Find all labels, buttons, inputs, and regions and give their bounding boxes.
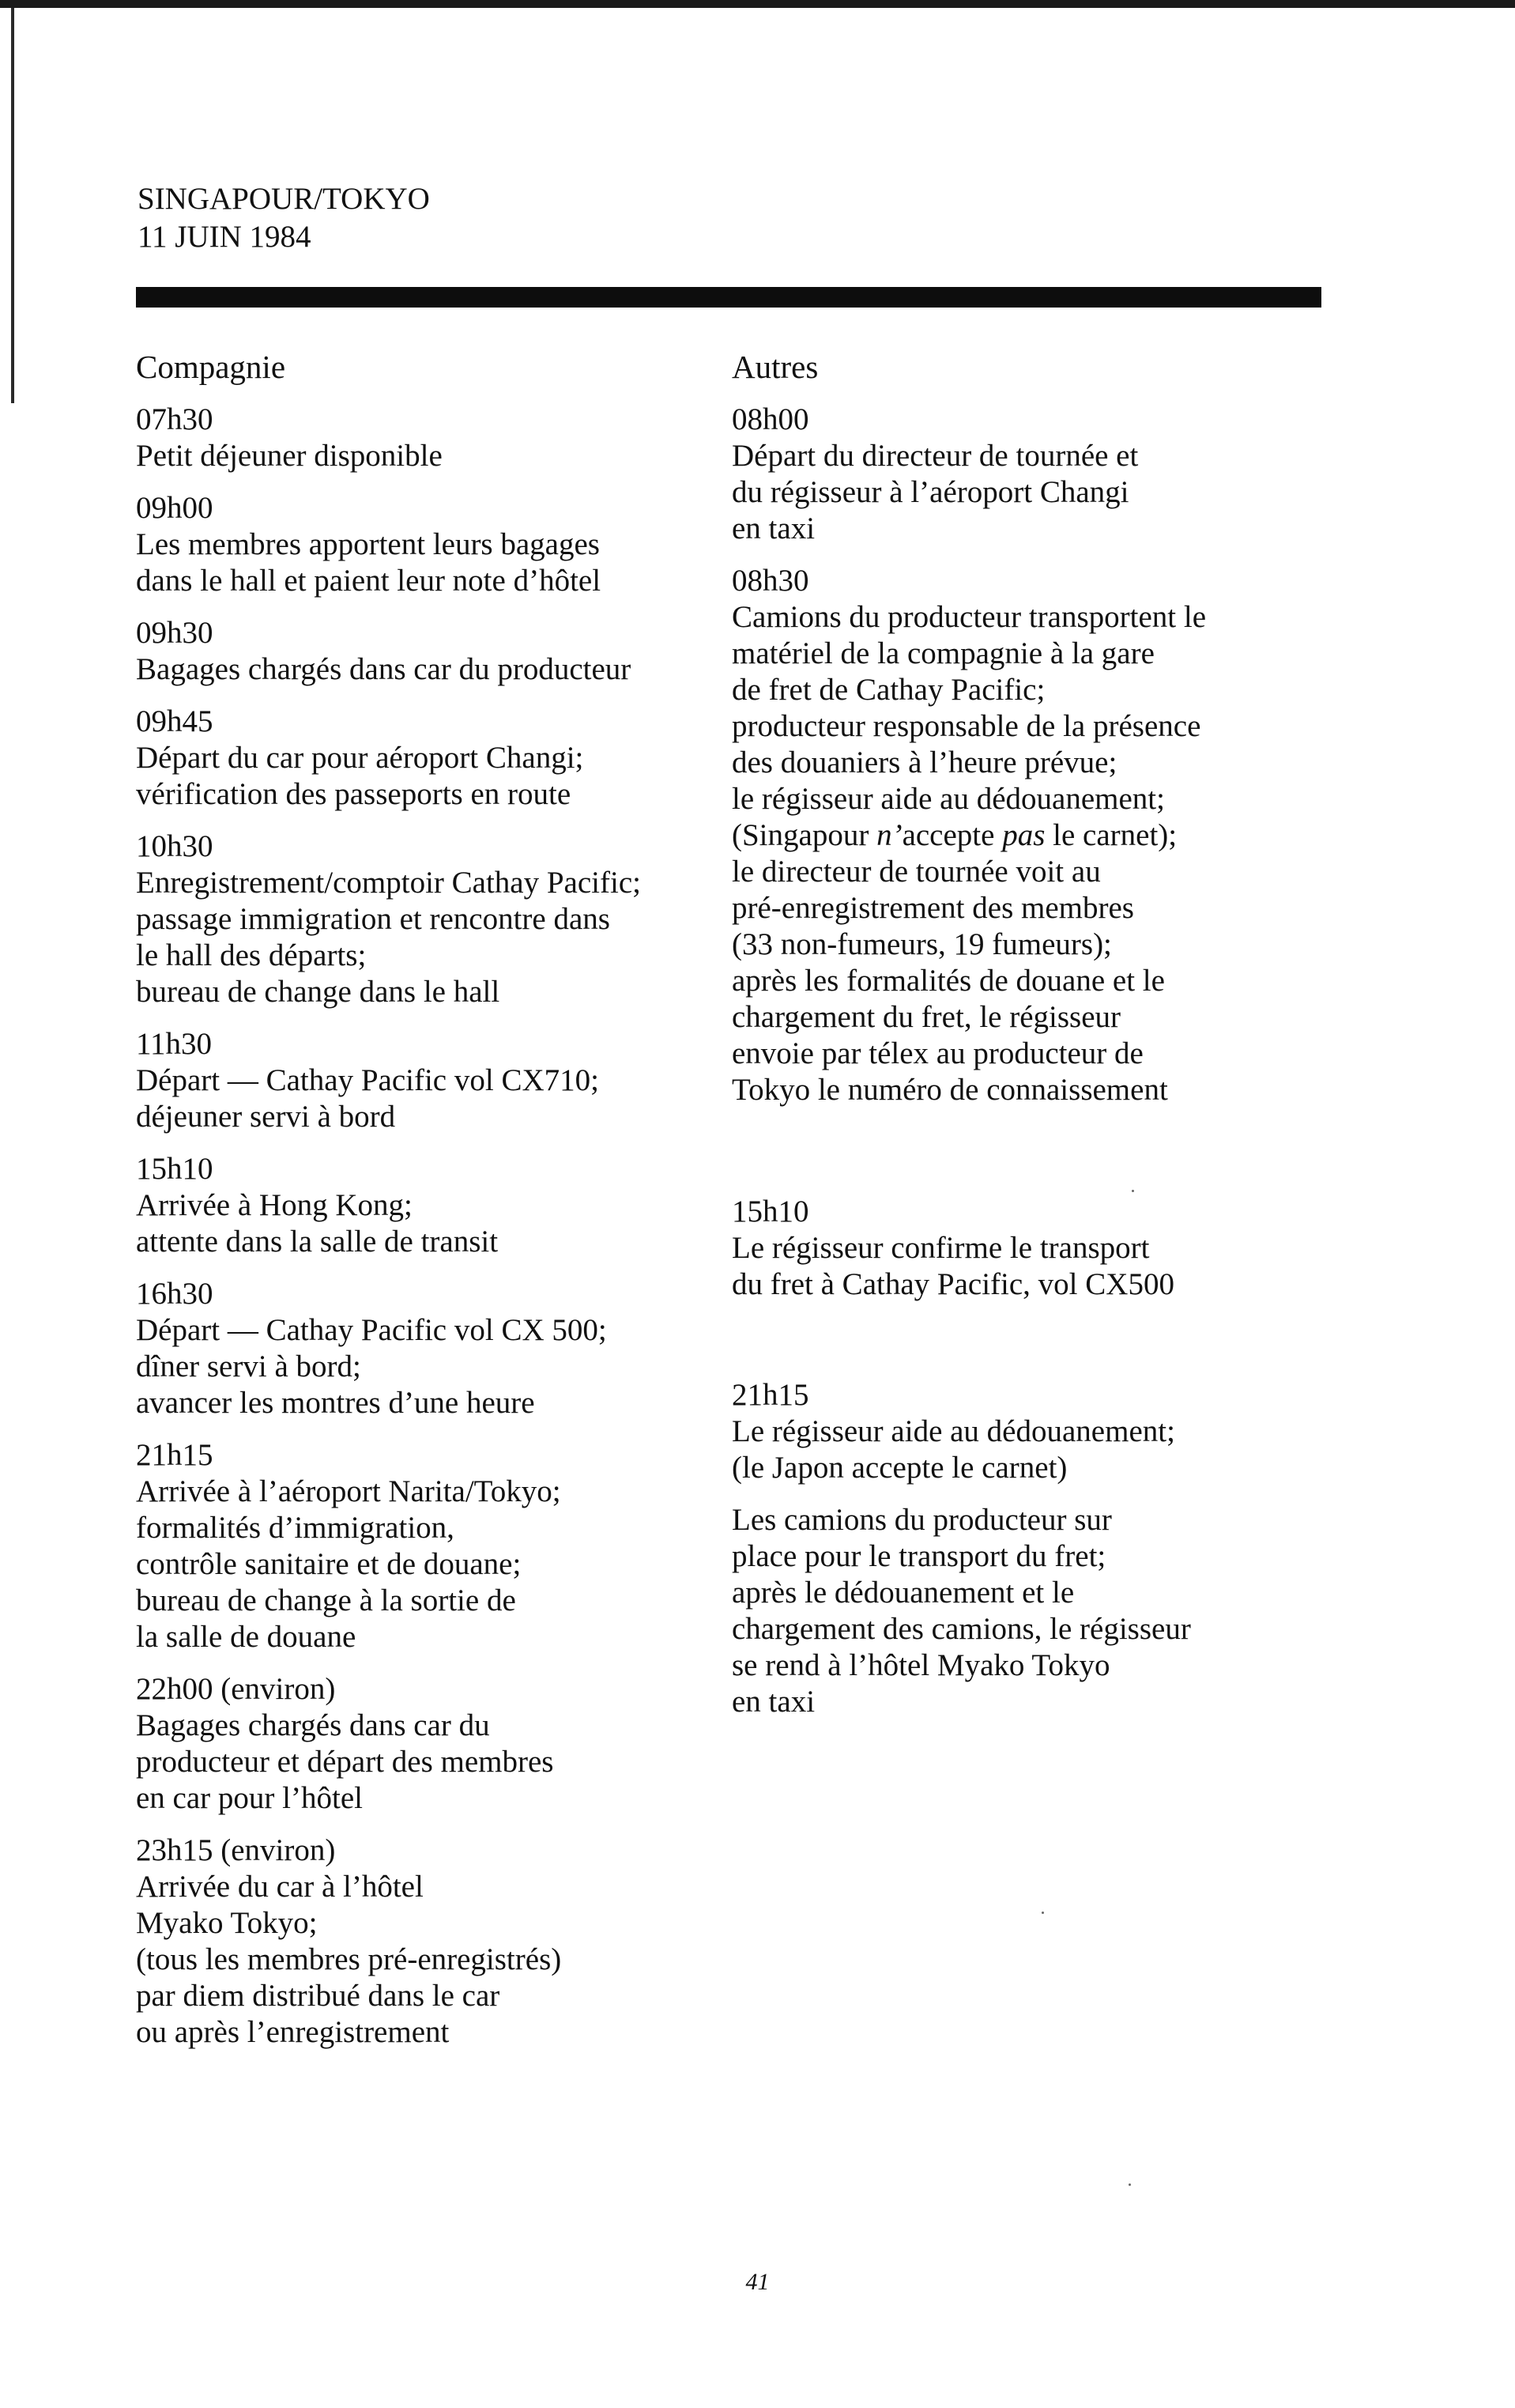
entry-line: Arrivée à l’aéroport Narita/Tokyo; xyxy=(136,1474,561,1508)
entry-time: 21h15 xyxy=(732,1378,809,1412)
schedule-entry xyxy=(136,615,721,688)
schedule-entry xyxy=(732,1194,1364,1303)
entry-time: 22h00 (environ) xyxy=(136,1672,336,1706)
carnet-line xyxy=(732,817,1364,854)
entry-line: Départ du directeur de tournée et xyxy=(732,439,1139,473)
header-rule xyxy=(136,287,1321,308)
entry-line: en taxi xyxy=(732,511,816,545)
entry-time: 16h30 xyxy=(136,1277,213,1311)
carnet-close: le carnet); xyxy=(1045,818,1178,852)
date-line: 11 JUIN 1984 xyxy=(138,220,311,254)
entry-line: Le régisseur aide au dédouanement; xyxy=(732,1414,1175,1448)
schedule-entry xyxy=(136,1151,721,1260)
entry-line: Myako Tokyo; xyxy=(136,1906,318,1940)
entry-line: déjeuner servi à bord xyxy=(136,1100,396,1134)
entry-line: Enregistrement/comptoir Cathay Pacific; xyxy=(136,866,641,900)
entry-line: Départ — Cathay Pacific vol CX710; xyxy=(136,1063,599,1097)
schedule-entry xyxy=(732,1377,1364,1720)
entry-line: envoie par télex au producteur de xyxy=(732,1036,1144,1070)
schedule-entry xyxy=(732,563,1364,1108)
entry-line: Arrivée du car à l’hôtel xyxy=(136,1870,424,1904)
entry-line: formalités d’immigration, xyxy=(136,1511,454,1545)
page-header xyxy=(138,180,430,256)
entry-line: le directeur de tournée voit au xyxy=(732,855,1101,889)
schedule-entry xyxy=(136,1276,721,1421)
entry-line: contrôle sanitaire et de douane; xyxy=(136,1547,522,1581)
entry-line: Les membres apportent leurs bagages xyxy=(136,527,600,561)
entry-time: 09h30 xyxy=(136,616,213,650)
entry-line: vérification des passeports en route xyxy=(136,777,571,811)
entry-line: bureau de change à la sortie de xyxy=(136,1583,516,1617)
schedule-entry xyxy=(136,1832,721,2051)
entry-time: 15h10 xyxy=(136,1152,213,1186)
scan-speck xyxy=(1129,2183,1131,2186)
column-title-compagnie: Compagnie xyxy=(136,349,286,385)
entry-line: Départ — Cathay Pacific vol CX 500; xyxy=(136,1313,607,1347)
page-number: 41 xyxy=(745,2269,770,2295)
left-column xyxy=(136,348,721,2066)
entry-line: par diem distribué dans le car xyxy=(136,1979,500,2013)
entry-line: du fret à Cathay Pacific, vol CX500 xyxy=(732,1267,1174,1301)
scan-speck xyxy=(1042,1912,1044,1914)
entry-line: le régisseur aide au dédouanement; xyxy=(732,782,1165,816)
entry-time: 21h15 xyxy=(136,1438,213,1472)
entry-line: en car pour l’hôtel xyxy=(136,1781,363,1815)
route-title: SINGAPOUR/TOKYO xyxy=(138,182,430,216)
carnet-neg-ne: n’ xyxy=(876,818,903,852)
entry-line: de fret de Cathay Pacific; xyxy=(732,673,1046,707)
entry-time: 09h45 xyxy=(136,704,213,738)
scan-border-top xyxy=(0,0,1515,8)
entry-line: Petit déjeuner disponible xyxy=(136,439,443,473)
left-entries xyxy=(136,402,721,2051)
entry-line: dans le hall et paient leur note d’hôtel xyxy=(136,564,601,598)
entry-line: après les formalités de douane et le xyxy=(732,964,1165,998)
entry-line: (tous les membres pré-enregistrés) xyxy=(136,1942,562,1976)
schedule-entry xyxy=(136,704,721,813)
carnet-neg-pas: pas xyxy=(1002,818,1046,852)
entry-time: 11h30 xyxy=(136,1027,213,1061)
entry-line: passage immigration et rencontre dans xyxy=(136,902,610,936)
entry-line: Les camions du producteur sur xyxy=(732,1503,1112,1537)
entry-line: bureau de change dans le hall xyxy=(136,975,500,1009)
entry-line: attente dans la salle de transit xyxy=(136,1225,499,1259)
entry-time: 10h30 xyxy=(136,829,213,863)
entry-paragraph xyxy=(732,1502,1364,1720)
entry-line: après le dédouanement et le xyxy=(732,1576,1075,1610)
entry-line: chargement des camions, le régisseur xyxy=(732,1612,1191,1646)
column-title-autres: Autres xyxy=(732,349,819,385)
entry-time: 08h30 xyxy=(732,564,809,598)
entry-line: pré-enregistrement des membres xyxy=(732,891,1134,925)
entry-line: en taxi xyxy=(732,1685,816,1719)
entry-line: avancer les montres d’une heure xyxy=(136,1386,535,1420)
schedule-entry xyxy=(136,828,721,1010)
entry-line: producteur responsable de la présence xyxy=(732,709,1201,743)
scan-border-left xyxy=(11,8,14,403)
schedule-entry xyxy=(136,1437,721,1655)
entry-line: le hall des départs; xyxy=(136,938,367,972)
entry-line: ou après l’enregistrement xyxy=(136,2015,450,2049)
entry-time: 23h15 (environ) xyxy=(136,1833,336,1867)
entry-line: Le régisseur confirme le transport xyxy=(732,1231,1150,1265)
carnet-verb: accepte xyxy=(902,818,1003,852)
entry-line: (le Japon accepte le carnet) xyxy=(732,1451,1068,1485)
right-column xyxy=(732,348,1364,1736)
entry-line: Bagages chargés dans car du producteur xyxy=(136,652,631,686)
carnet-open: (Singapour xyxy=(732,818,877,852)
entry-line: (33 non-fumeurs, 19 fumeurs); xyxy=(732,927,1112,961)
entry-line: la salle de douane xyxy=(136,1620,356,1654)
schedule-entry xyxy=(732,402,1364,547)
entry-line: producteur et départ des membres xyxy=(136,1745,554,1779)
schedule-entry xyxy=(136,490,721,599)
schedule-entry xyxy=(136,1671,721,1817)
entry-time: 15h10 xyxy=(732,1195,809,1229)
scan-speck xyxy=(1132,1190,1134,1192)
entry-line: dîner servi à bord; xyxy=(136,1349,361,1383)
entry-line: se rend à l’hôtel Myako Tokyo xyxy=(732,1648,1110,1682)
entry-line: place pour le transport du fret; xyxy=(732,1539,1106,1573)
entry-line: chargement du fret, le régisseur xyxy=(732,1000,1121,1034)
entry-line: du régisseur à l’aéroport Changi xyxy=(732,475,1129,509)
entry-time: 08h00 xyxy=(732,402,809,436)
entry-time: 07h30 xyxy=(136,402,213,436)
entry-line: Bagages chargés dans car du xyxy=(136,1708,490,1742)
entry-line: Tokyo le numéro de connaissement xyxy=(732,1073,1168,1107)
schedule-entry xyxy=(136,402,721,474)
entry-line: Arrivée à Hong Kong; xyxy=(136,1188,413,1222)
entry-line: des douaniers à l’heure prévue; xyxy=(732,745,1117,779)
entry-line: Départ du car pour aéroport Changi; xyxy=(136,741,584,775)
entry-line: Camions du producteur transportent le xyxy=(732,600,1207,634)
schedule-entry xyxy=(136,1026,721,1135)
entry-line: matériel de la compagnie à la gare xyxy=(732,636,1155,670)
entry-time: 09h00 xyxy=(136,491,213,525)
